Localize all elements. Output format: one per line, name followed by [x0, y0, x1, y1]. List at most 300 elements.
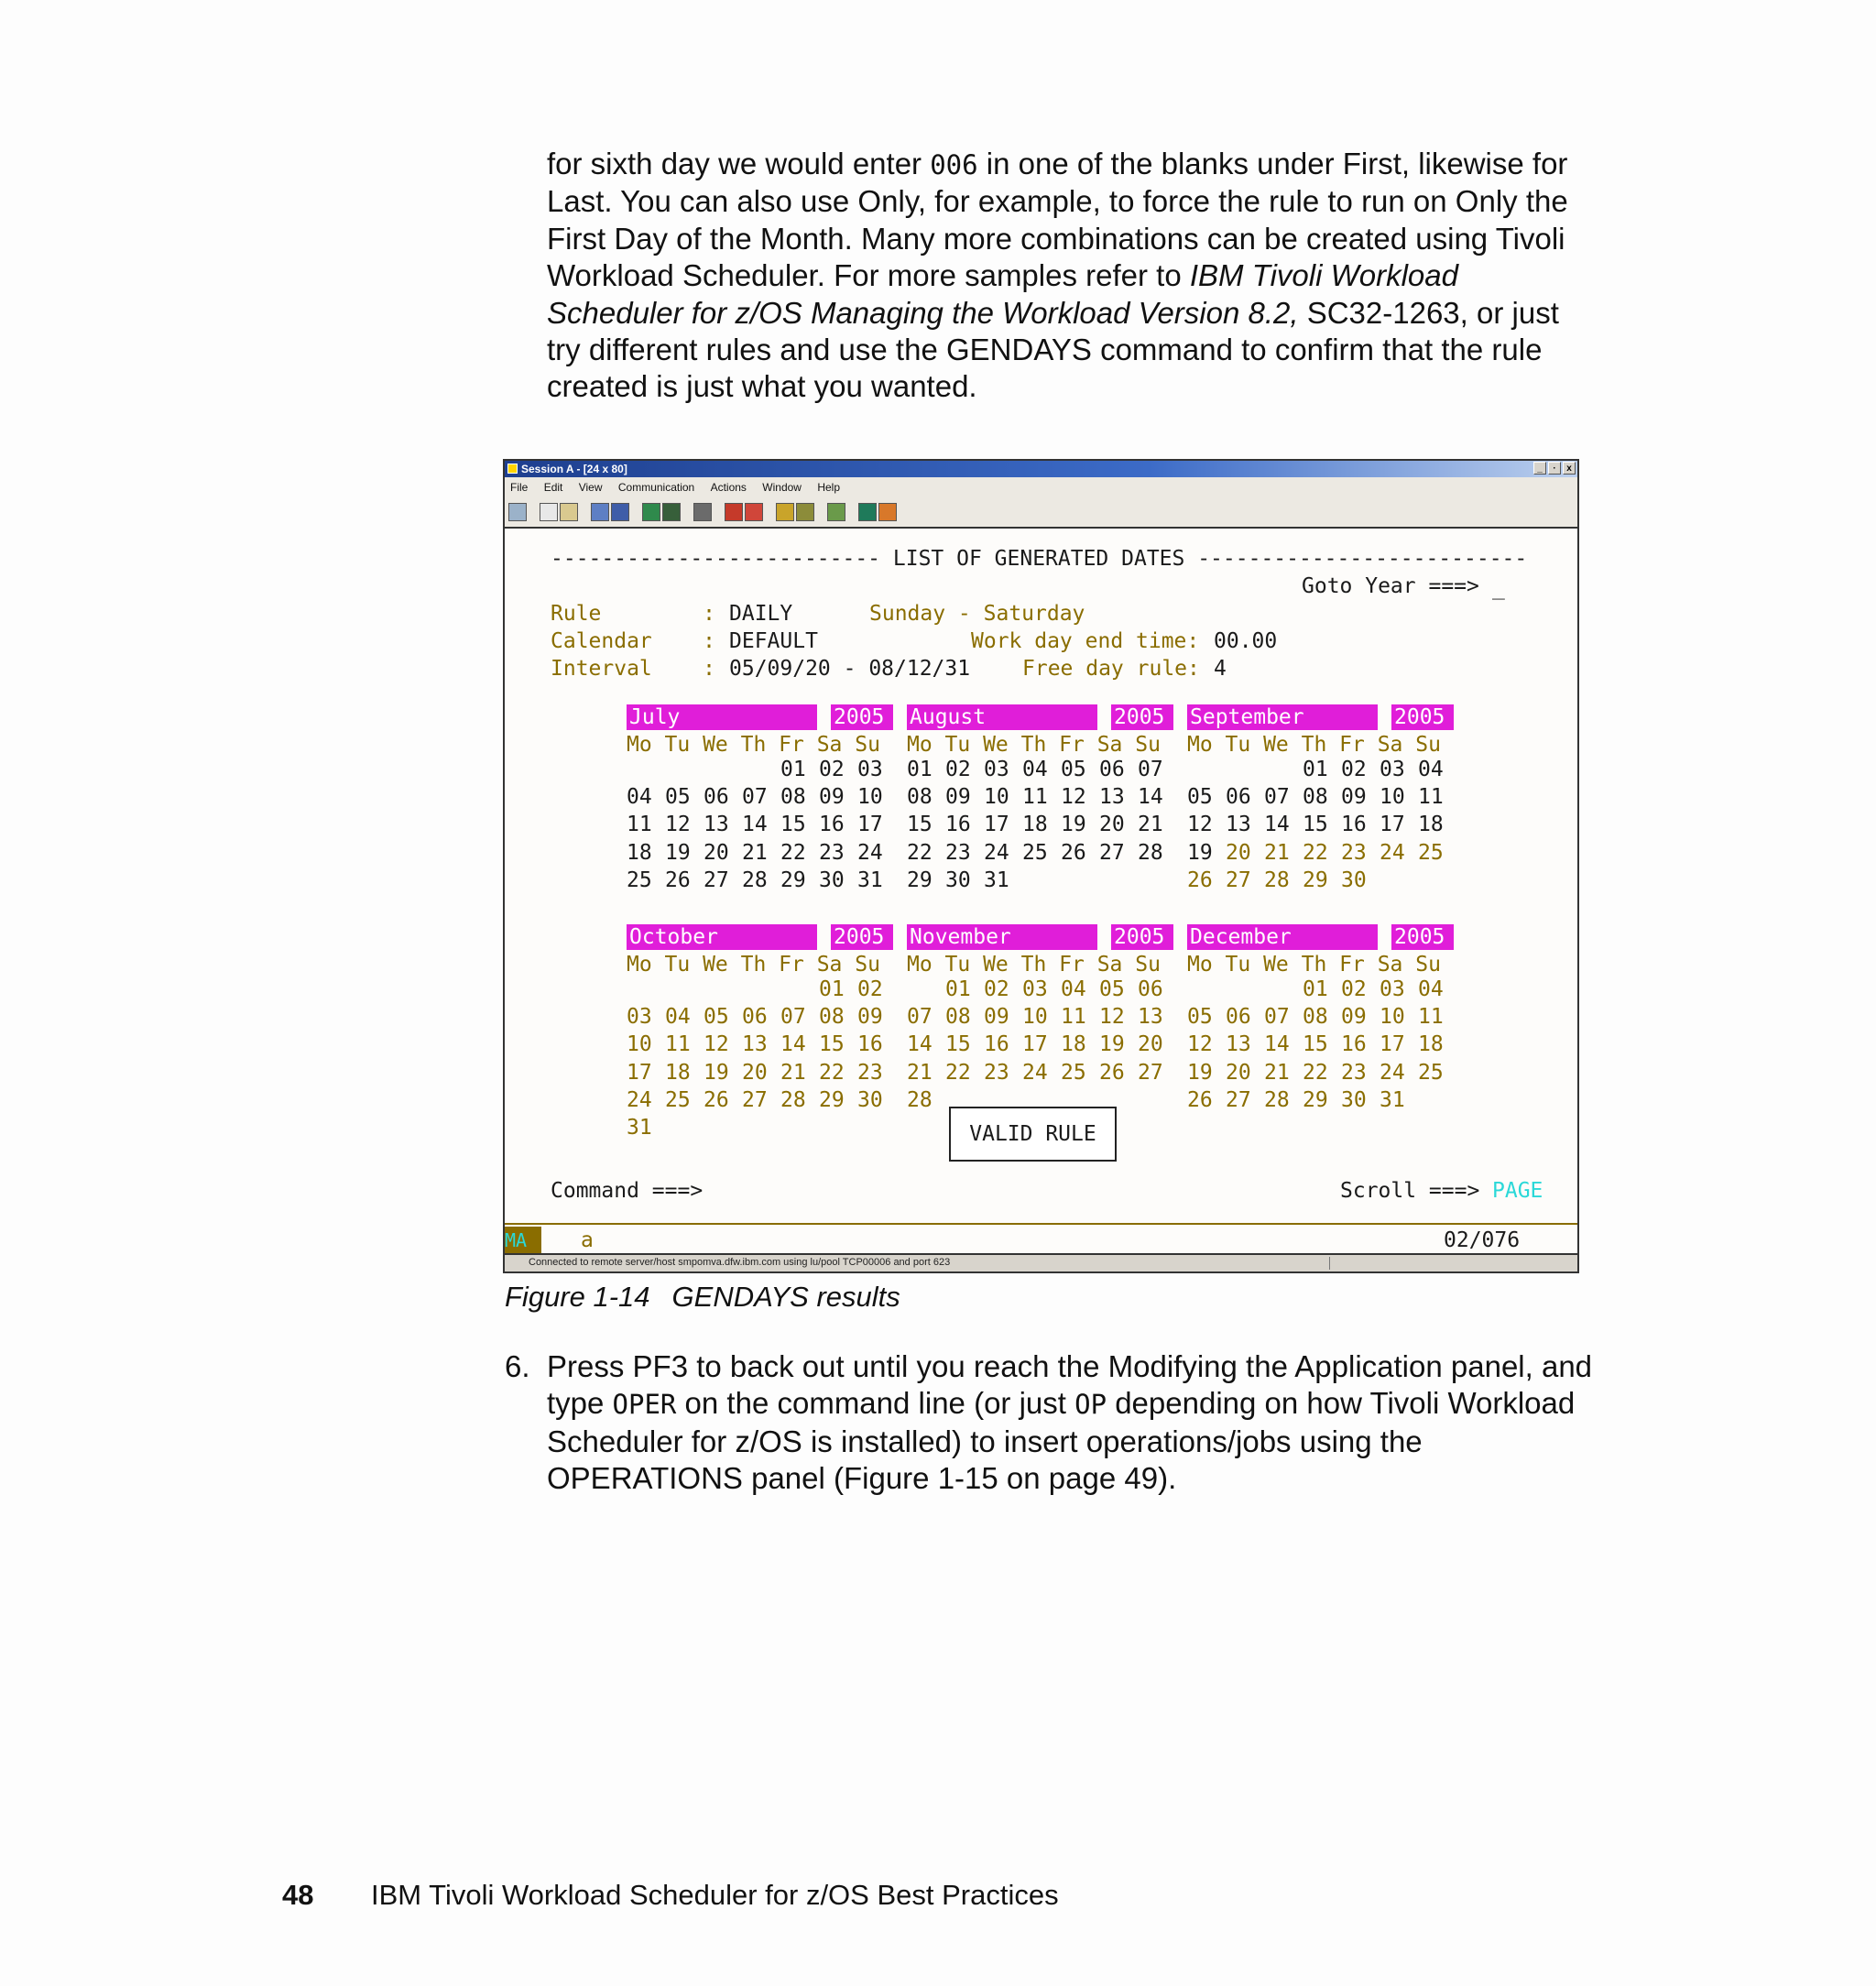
day-cell: 20	[1138, 1032, 1163, 1057]
day-cell: 14	[742, 813, 768, 837]
month-year-header: 2005	[1391, 924, 1454, 950]
day-cell	[704, 976, 742, 1003]
day-cell: 24	[857, 840, 883, 865]
day-cell: 15	[907, 813, 933, 837]
day-cell: 17	[984, 813, 1009, 837]
day-cell: 20	[742, 1060, 768, 1085]
page-number: 48	[282, 1879, 314, 1911]
day-cell: 29	[819, 1087, 845, 1112]
day-cell: 18	[665, 1060, 691, 1085]
day-cell: 18	[1418, 1032, 1444, 1057]
day-cell: 26	[704, 1087, 729, 1112]
list-header: -------------------------- LIST OF GENERATED DATES --------------------------	[551, 547, 1528, 571]
month-year-header: 2005	[1111, 704, 1173, 730]
cursor-position: 02/076	[1444, 1228, 1521, 1252]
day-cell: 05	[1099, 977, 1125, 1001]
stop-macro-icon[interactable]	[745, 503, 763, 521]
day-cell	[780, 976, 819, 1003]
day-cell: 12	[665, 813, 691, 837]
day-cell: 26	[1061, 840, 1086, 865]
day-cell: 19	[1099, 1032, 1125, 1057]
session-icon	[507, 464, 518, 474]
workday-end-value: 00.00	[1214, 629, 1278, 653]
oia-session-letter: a	[581, 1228, 594, 1252]
day-cell: 21	[1138, 813, 1163, 837]
day-cell: 03	[1380, 977, 1405, 1001]
goto-year-input[interactable]: _	[1492, 576, 1505, 600]
command-label: Command ===>	[551, 1179, 704, 1203]
day-cell: 23	[857, 1060, 883, 1085]
day-cell: 07	[1138, 758, 1163, 781]
day-cell: 13	[1226, 813, 1251, 837]
day-cell: 06	[704, 785, 729, 810]
day-cell: 11	[1061, 1005, 1086, 1030]
day-cell: 21	[780, 1060, 806, 1085]
day-cell	[627, 976, 665, 1003]
day-cell: 19	[665, 840, 691, 865]
day-cell: 30	[1341, 1087, 1367, 1112]
day-cell	[665, 976, 704, 1003]
day-cell: 02	[1341, 758, 1367, 781]
day-cell	[1380, 867, 1418, 894]
day-cell: 30	[945, 868, 971, 892]
day-cell: 10	[627, 1032, 652, 1057]
day-grid	[907, 976, 1176, 1114]
day-cell: 02	[945, 758, 971, 781]
day-cell	[1099, 867, 1138, 894]
day-cell: 23	[1341, 1060, 1367, 1085]
month-year-header: 2005	[831, 924, 893, 950]
day-cell: 10	[1380, 785, 1405, 810]
day-cell	[1187, 976, 1226, 1003]
day-cell: 24	[1380, 840, 1405, 865]
day-grid	[1187, 756, 1456, 894]
day-cell: 04	[1061, 977, 1086, 1001]
day-cell: 24	[1022, 1060, 1048, 1085]
day-cell: 29	[780, 868, 806, 892]
day-cell	[742, 976, 780, 1003]
menu-actions[interactable]: Actions	[710, 481, 747, 494]
help-icon[interactable]	[878, 503, 897, 521]
month-year-header: 2005	[1391, 704, 1454, 730]
day-grid	[1187, 976, 1456, 1114]
day-cell: 05	[1187, 785, 1213, 810]
day-cell: 14	[780, 1032, 806, 1057]
day-cell: 20	[1226, 1060, 1251, 1085]
free-day-rule-label: Free day rule:	[1022, 657, 1200, 681]
day-cell	[1226, 976, 1264, 1003]
day-cell: 20	[704, 840, 729, 865]
day-cell: 26	[1187, 1087, 1213, 1112]
day-cell: 21	[742, 840, 768, 865]
step-6-paragraph: 6. Press PF3 to back out until you reach the Modifying the Application panel, and type OPER on the command line (or just OP depending on how Tivoli Workload Scheduler for z/OS is installed) to insert operations/jobs using the OPERATIONS panel (Figure 1-15 on page 49).	[505, 1349, 1593, 1496]
day-cell: 12	[704, 1032, 729, 1057]
day-cell: 23	[945, 840, 971, 865]
day-cell	[1418, 867, 1456, 894]
day-cell: 28	[1138, 840, 1163, 865]
day-cell: 29	[1303, 1087, 1328, 1112]
day-cell: 11	[627, 813, 652, 837]
keypad-icon[interactable]	[776, 503, 794, 521]
day-cell: 18	[1022, 813, 1048, 837]
interval-value: 05/09/20 - 08/12/31	[729, 657, 971, 681]
day-cell: 09	[1341, 1005, 1367, 1030]
rule-value: DAILY	[729, 602, 793, 626]
terminal-screen[interactable]	[505, 529, 1577, 1252]
day-cell: 18	[1418, 813, 1444, 837]
day-cell	[1187, 756, 1226, 783]
day-cell: 27	[1099, 840, 1125, 865]
day-cell: 28	[1264, 868, 1290, 892]
day-cell: 26	[1099, 1060, 1125, 1085]
day-cell: 01	[945, 977, 971, 1001]
day-cell	[704, 756, 742, 783]
day-cell	[742, 1114, 780, 1141]
receive-file-icon[interactable]	[611, 503, 629, 521]
month-name-header: November	[907, 924, 1097, 950]
day-cell: 16	[1341, 813, 1367, 837]
step-number: 6.	[505, 1349, 530, 1383]
day-cell: 12	[1187, 813, 1213, 837]
day-cell: 10	[984, 785, 1009, 810]
status-separator	[1329, 1257, 1330, 1270]
day-cell: 01	[1303, 758, 1328, 781]
day-cell: 11	[665, 1032, 691, 1057]
month-name-header: July	[627, 704, 817, 730]
day-cell: 10	[857, 785, 883, 810]
weekday-header: Mo Tu We Th Fr Sa Su	[907, 953, 1161, 977]
day-cell: 26	[665, 868, 691, 892]
copy-icon[interactable]	[540, 503, 558, 521]
day-cell: 07	[1264, 785, 1290, 810]
day-cell: 07	[1264, 1005, 1290, 1030]
menu-communication[interactable]: Communication	[617, 481, 695, 494]
day-cell: 08	[819, 1005, 845, 1030]
day-cell: 27	[742, 1087, 768, 1112]
day-cell: 17	[627, 1060, 652, 1085]
day-cell: 16	[984, 1032, 1009, 1057]
weekday-header: Mo Tu We Th Fr Sa Su	[627, 733, 880, 757]
day-cell: 25	[1022, 840, 1048, 865]
maximize-button[interactable]: ·	[1548, 462, 1561, 475]
close-button[interactable]: x	[1563, 462, 1576, 475]
day-cell: 05	[1187, 1005, 1213, 1030]
day-cell: 08	[1303, 785, 1328, 810]
day-cell: 18	[1061, 1032, 1086, 1057]
day-cell: 04	[1418, 977, 1444, 1001]
day-cell: 13	[1138, 1005, 1163, 1030]
day-cell: 19	[704, 1060, 729, 1085]
day-cell: 28	[780, 1087, 806, 1112]
day-cell: 25	[1418, 840, 1444, 865]
day-cell: 17	[1022, 1032, 1048, 1057]
day-cell: 30	[819, 868, 845, 892]
day-cell: 19	[1187, 840, 1213, 865]
window-titlebar[interactable]	[505, 461, 1577, 477]
day-cell: 17	[857, 813, 883, 837]
day-cell: 13	[1226, 1032, 1251, 1057]
day-cell	[907, 976, 945, 1003]
day-cell: 11	[1418, 1005, 1444, 1030]
rule-description: Sunday - Saturday	[869, 602, 1085, 626]
month-name-header: October	[627, 924, 817, 950]
day-cell: 21	[1264, 840, 1290, 865]
day-cell: 09	[857, 1005, 883, 1030]
day-cell: 28	[1264, 1087, 1290, 1112]
day-cell	[780, 1114, 819, 1141]
globe-icon[interactable]	[858, 503, 877, 521]
menu-window[interactable]: Window	[762, 481, 802, 494]
footer-book-title: IBM Tivoli Workload Scheduler for z/OS Best Practices	[371, 1879, 1059, 1911]
valid-rule-message: VALID RULE	[949, 1107, 1117, 1162]
day-cell: 20	[1226, 840, 1251, 865]
calendar-value: DEFAULT	[729, 629, 818, 653]
day-cell: 27	[1226, 868, 1251, 892]
month-year-header: 2005	[831, 704, 893, 730]
weekday-header: Mo Tu We Th Fr Sa Su	[1187, 953, 1441, 977]
day-cell: 16	[1341, 1032, 1367, 1057]
day-cell: 15	[819, 1032, 845, 1057]
day-grid	[907, 756, 1176, 894]
oia-ma-indicator: MA	[505, 1227, 541, 1254]
day-cell: 28	[742, 868, 768, 892]
code-oper: OPER	[612, 1389, 677, 1421]
record-icon[interactable]	[693, 503, 712, 521]
day-cell	[1226, 756, 1264, 783]
menu-file[interactable]: File	[510, 481, 529, 494]
send-file-icon[interactable]	[591, 503, 609, 521]
day-cell: 01	[780, 758, 806, 781]
day-cell: 16	[819, 813, 845, 837]
day-cell	[742, 756, 780, 783]
book-title: IBM Tivoli Workload Scheduler for z/OS Managing the Workload Version 8.2,	[547, 258, 1458, 330]
customize-icon[interactable]	[827, 503, 845, 521]
day-cell: 22	[780, 840, 806, 865]
intro-paragraph: for sixth day we would enter 006 in one of the blanks under First, likewise for Last. You can also use Only, for example, to force the rule to run on Only the First Day of the Month. Many more combinations can be created using Tivoli Workload Scheduler. For more samples refer to IBM Tivoli Workload Scheduler for z/OS Managing the Workload Version 8.2, SC32-1263, or just try different rules and use the GENDAYS command to confirm that the rule created is just what you wanted.	[547, 147, 1568, 404]
day-cell: 06	[1099, 758, 1125, 781]
day-cell: 24	[984, 840, 1009, 865]
day-cell: 21	[1264, 1060, 1290, 1085]
operator-info-area	[505, 1225, 1577, 1256]
free-day-rule-value: 4	[1214, 657, 1227, 681]
interval-label: Interval :	[551, 657, 716, 681]
day-cell: 31	[1380, 1087, 1405, 1112]
day-cell: 27	[704, 868, 729, 892]
day-cell	[857, 1114, 896, 1141]
day-cell: 03	[984, 758, 1009, 781]
day-cell: 04	[665, 1005, 691, 1030]
toolbar	[505, 497, 1577, 529]
day-cell: 05	[704, 1005, 729, 1030]
day-cell: 30	[1341, 868, 1367, 892]
day-cell: 07	[742, 785, 768, 810]
window-title: Session A - [24 x 80]	[521, 463, 627, 475]
scroll-label: Scroll ===>	[1340, 1179, 1480, 1203]
day-cell: 09	[1341, 785, 1367, 810]
day-cell: 24	[627, 1087, 652, 1112]
day-cell: 14	[907, 1032, 933, 1057]
day-cell: 10	[1022, 1005, 1048, 1030]
day-cell: 08	[1303, 1005, 1328, 1030]
status-bar	[505, 1253, 1577, 1271]
day-cell: 04	[1418, 758, 1444, 781]
day-cell: 16	[945, 813, 971, 837]
day-cell: 22	[819, 1060, 845, 1085]
day-cell: 29	[1303, 868, 1328, 892]
day-cell: 07	[907, 1005, 933, 1030]
day-cell: 25	[1418, 1060, 1444, 1085]
minimize-button[interactable]: _	[1533, 462, 1546, 475]
day-cell: 16	[857, 1032, 883, 1057]
day-cell: 26	[1187, 868, 1213, 892]
figure-number: Figure 1-14	[505, 1281, 650, 1313]
day-cell	[704, 1114, 742, 1141]
day-cell: 31	[984, 868, 1009, 892]
day-cell: 01	[1303, 977, 1328, 1001]
day-cell: 02	[819, 758, 845, 781]
scroll-value[interactable]: PAGE	[1492, 1179, 1543, 1203]
day-cell: 23	[1341, 840, 1367, 865]
connection-status: Connected to remote server/host smpomva.dfw.ibm.com using lu/pool TCP00006 and port 623	[529, 1257, 951, 1268]
day-cell	[665, 1114, 704, 1141]
day-cell	[665, 756, 704, 783]
day-cell: 02	[1341, 977, 1367, 1001]
menu-bar	[505, 477, 1577, 497]
month-year-header: 2005	[1111, 924, 1173, 950]
day-cell: 23	[819, 840, 845, 865]
month-name-header: September	[1187, 704, 1378, 730]
day-cell: 18	[627, 840, 652, 865]
day-cell: 15	[1303, 813, 1328, 837]
day-cell: 14	[1264, 813, 1290, 837]
day-cell	[1022, 867, 1061, 894]
day-cell	[1138, 1086, 1176, 1114]
day-cell: 03	[1380, 758, 1405, 781]
day-cell: 23	[984, 1060, 1009, 1085]
day-cell: 25	[1061, 1060, 1086, 1085]
day-cell: 10	[1380, 1005, 1405, 1030]
day-cell: 12	[1061, 785, 1086, 810]
day-cell: 17	[1380, 813, 1405, 837]
day-cell: 27	[1226, 1087, 1251, 1112]
day-cell: 19	[1187, 1060, 1213, 1085]
day-cell: 14	[1264, 1032, 1290, 1057]
workday-end-label: Work day end time:	[971, 629, 1200, 653]
weekday-header: Mo Tu We Th Fr Sa Su	[1187, 733, 1441, 757]
day-cell	[1138, 867, 1176, 894]
calendar-label: Calendar :	[551, 629, 716, 653]
day-cell: 15	[1303, 1032, 1328, 1057]
display-icon[interactable]	[642, 503, 660, 521]
figure-title: GENDAYS results	[671, 1281, 900, 1313]
day-cell	[1264, 976, 1303, 1003]
day-cell: 14	[1138, 785, 1163, 810]
day-cell: 02	[857, 977, 883, 1001]
menu-view[interactable]: View	[578, 481, 603, 494]
weekday-header: Mo Tu We Th Fr Sa Su	[627, 953, 880, 977]
day-cell: 09	[945, 785, 971, 810]
day-cell: 12	[1099, 1005, 1125, 1030]
rule-label: Rule :	[551, 602, 716, 626]
day-cell: 05	[1061, 758, 1086, 781]
day-cell: 25	[627, 868, 652, 892]
day-cell: 27	[1138, 1060, 1163, 1085]
day-cell: 22	[1303, 840, 1328, 865]
day-cell: 08	[907, 785, 933, 810]
code-op: OP	[1074, 1389, 1107, 1421]
day-cell: 28	[907, 1087, 933, 1112]
menu-edit[interactable]: Edit	[543, 481, 563, 494]
month-name-header: August	[907, 704, 1097, 730]
month-name-header: December	[1187, 924, 1378, 950]
day-cell: 24	[1380, 1060, 1405, 1085]
day-cell: 05	[665, 785, 691, 810]
day-cell	[819, 1114, 857, 1141]
day-cell: 31	[627, 1115, 652, 1140]
day-cell	[1418, 1086, 1456, 1114]
day-cell	[1264, 756, 1303, 783]
day-cell: 22	[945, 1060, 971, 1085]
day-cell: 15	[945, 1032, 971, 1057]
day-cell: 29	[907, 868, 933, 892]
day-cell: 03	[627, 1005, 652, 1030]
settings-icon[interactable]	[796, 503, 814, 521]
day-cell: 11	[1418, 785, 1444, 810]
day-cell: 15	[780, 813, 806, 837]
day-cell: 06	[1138, 977, 1163, 1001]
day-grid	[627, 976, 896, 1141]
day-cell: 31	[857, 868, 883, 892]
day-cell: 01	[819, 977, 845, 1001]
day-cell: 01	[907, 758, 933, 781]
figure-caption	[505, 1281, 900, 1314]
day-cell: 08	[780, 785, 806, 810]
day-cell: 13	[742, 1032, 768, 1057]
day-cell: 30	[857, 1087, 883, 1112]
day-cell	[1061, 867, 1099, 894]
day-cell: 13	[1099, 785, 1125, 810]
day-cell: 25	[665, 1087, 691, 1112]
day-cell: 02	[984, 977, 1009, 1001]
day-cell: 07	[780, 1005, 806, 1030]
day-cell: 08	[945, 1005, 971, 1030]
terminal-window	[503, 459, 1579, 1273]
day-cell: 09	[984, 1005, 1009, 1030]
day-cell: 03	[1022, 977, 1048, 1001]
menu-help[interactable]: Help	[817, 481, 840, 494]
day-cell: 11	[1022, 785, 1048, 810]
day-cell: 12	[1187, 1032, 1213, 1057]
day-cell: 17	[1380, 1032, 1405, 1057]
code-006: 006	[930, 149, 978, 180]
day-cell: 13	[704, 813, 729, 837]
day-cell: 03	[857, 758, 883, 781]
weekday-header: Mo Tu We Th Fr Sa Su	[907, 733, 1161, 757]
day-cell: 22	[907, 840, 933, 865]
day-cell: 06	[742, 1005, 768, 1030]
paste-icon[interactable]	[560, 503, 578, 521]
color-map-icon[interactable]	[662, 503, 681, 521]
day-cell: 21	[907, 1060, 933, 1085]
print-screen-icon[interactable]	[508, 503, 527, 521]
day-cell: 19	[1061, 813, 1086, 837]
day-cell: 06	[1226, 1005, 1251, 1030]
day-cell: 04	[1022, 758, 1048, 781]
day-grid	[627, 756, 896, 894]
day-cell: 04	[627, 785, 652, 810]
macro-icon[interactable]	[725, 503, 743, 521]
goto-year-label: Goto Year ===>	[1302, 574, 1479, 598]
